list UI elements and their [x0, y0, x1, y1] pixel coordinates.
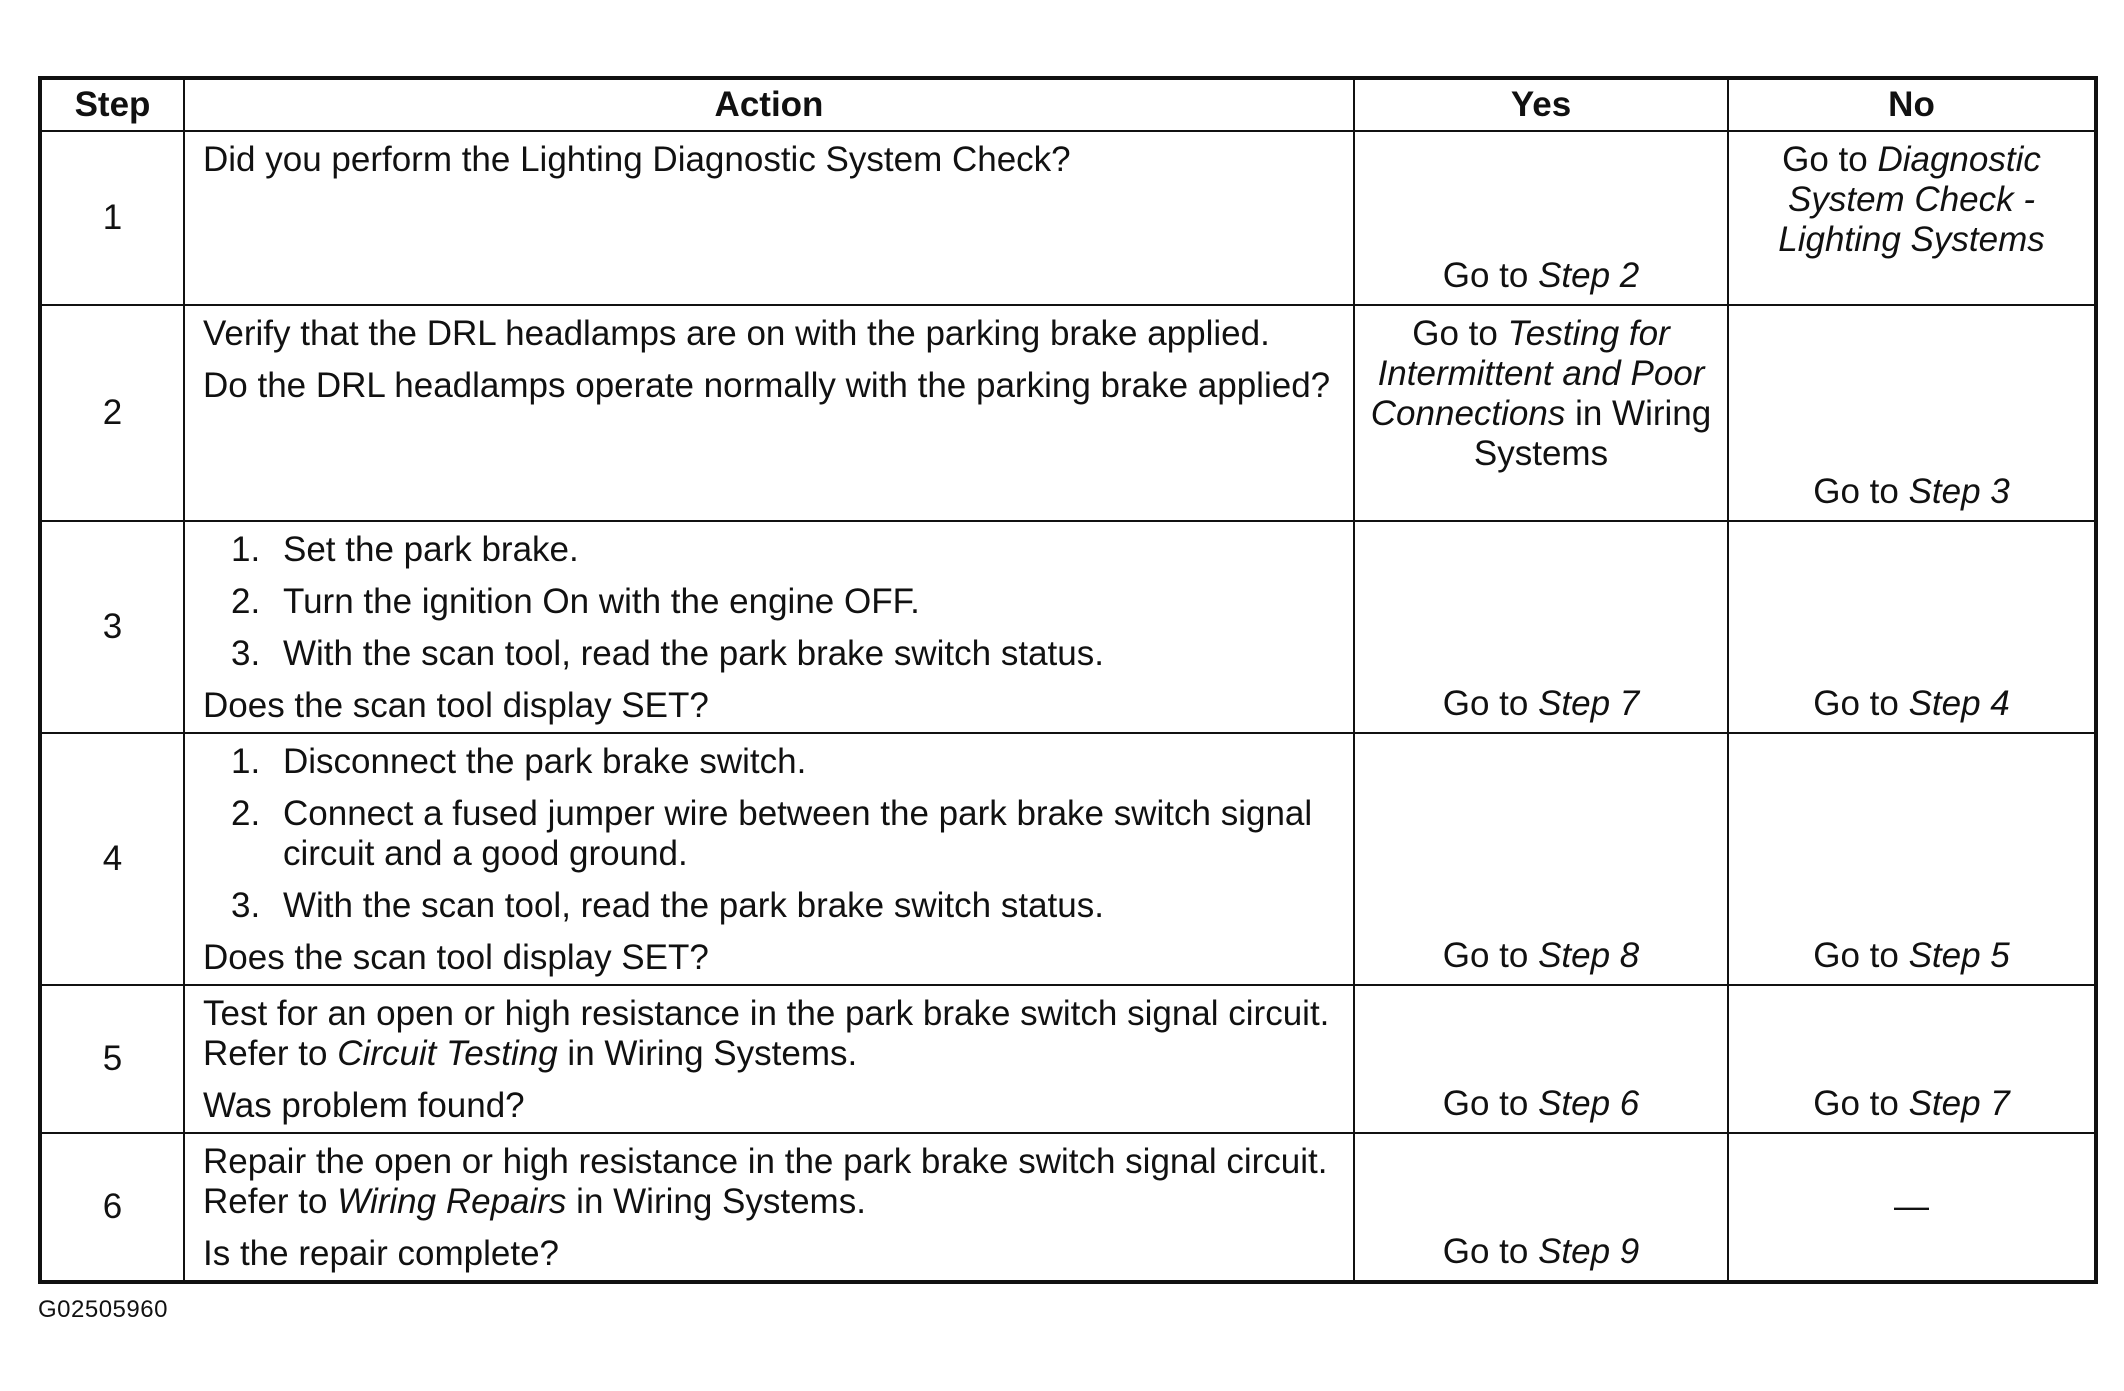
yes-cell [1354, 131, 1728, 305]
no-cell [1728, 733, 2096, 985]
circuit-testing-link[interactable]: Circuit Testing [337, 1034, 558, 1073]
instruction-text: Test for an open or high resistance in the park brake switch signal circuit. Refer to [203, 994, 1330, 1073]
header-step: Step [40, 78, 184, 131]
substep-text: Turn the ignition On with the engine OFF. [283, 582, 920, 621]
instruction-text: in Wiring Systems. [566, 1182, 866, 1221]
substep-list [203, 742, 1341, 926]
action-question: Did you perform the Lighting Diagnostic System Check? [203, 140, 1071, 179]
action-question: Does the scan tool display SET? [203, 938, 709, 977]
substep-item [231, 794, 1341, 874]
yes-step-link[interactable]: Step 6 [1538, 1084, 1640, 1123]
action-cell [184, 985, 1354, 1133]
table-row-step-1 [40, 131, 2096, 305]
action-question: Was problem found? [203, 1086, 525, 1125]
header-no: No [1728, 78, 2096, 131]
header-yes: Yes [1354, 78, 1728, 131]
yes-cell [1354, 521, 1728, 733]
substep-item [231, 582, 1341, 622]
no-step-link[interactable]: Step 7 [1908, 1084, 2010, 1123]
step-number: 4 [40, 733, 184, 985]
action-cell [184, 305, 1354, 521]
substep-text: Disconnect the park brake switch. [283, 742, 807, 781]
yes-prefix: Go to [1442, 936, 1539, 975]
yes-prefix: Go to [1412, 314, 1508, 353]
no-cell [1728, 985, 2096, 1133]
yes-cell [1354, 1133, 1728, 1282]
yes-cell [1354, 985, 1728, 1133]
substep-number: 2. [231, 582, 261, 621]
action-cell [184, 131, 1354, 305]
substep-text: Connect a fused jumper wire between the park brake switch signal circuit and a good ground. [283, 794, 1313, 873]
substep-number: 3. [231, 886, 261, 925]
no-cell [1728, 1133, 2096, 1282]
figure-id-label: G02505960 [38, 1296, 168, 1323]
no-step-link[interactable]: Step 4 [1908, 684, 2010, 723]
action-instruction: Verify that the DRL headlamps are on with the parking brake applied. [203, 314, 1270, 353]
substep-item [231, 742, 1341, 782]
yes-suffix: in Wiring Systems [1473, 394, 1712, 473]
instruction-text: in Wiring Systems. [557, 1034, 858, 1073]
table-row-step-3 [40, 521, 2096, 733]
substep-number: 1. [231, 530, 261, 569]
no-prefix: Go to [1813, 1084, 1909, 1123]
substep-text: With the scan tool, read the park brake switch status. [283, 634, 1104, 673]
action-cell [184, 521, 1354, 733]
action-instruction [203, 994, 1341, 1074]
substep-text: With the scan tool, read the park brake switch status. [283, 886, 1104, 925]
no-prefix: Go to [1782, 140, 1878, 179]
action-question: Is the repair complete? [203, 1234, 560, 1273]
no-step-link[interactable]: Step 3 [1908, 472, 2010, 511]
header-action: Action [184, 78, 1354, 131]
table-row-step-5 [40, 985, 2096, 1133]
no-prefix: Go to [1813, 684, 1909, 723]
action-instruction [203, 1142, 1341, 1222]
yes-prefix: Go to [1442, 1232, 1539, 1271]
yes-reference-link[interactable]: Testing for Intermittent and Poor Connections [1370, 314, 1705, 433]
yes-step-link[interactable]: Step 2 [1538, 256, 1640, 295]
step-number: 6 [40, 1133, 184, 1282]
wiring-repairs-link[interactable]: Wiring Repairs [337, 1182, 567, 1221]
substep-item [231, 634, 1341, 674]
substep-number: 1. [231, 742, 261, 781]
no-cell [1728, 131, 2096, 305]
action-question: Do the DRL headlamps operate normally with the parking brake applied? [203, 366, 1331, 405]
yes-cell [1354, 305, 1728, 521]
no-step-link[interactable]: Step 5 [1908, 936, 2010, 975]
no-reference-link[interactable]: Diagnostic System Check - Lighting Systems [1778, 140, 2045, 259]
substep-item [231, 886, 1341, 926]
action-cell [184, 1133, 1354, 1282]
step-number: 2 [40, 305, 184, 521]
table-row-step-6 [40, 1133, 2096, 1282]
no-cell [1728, 305, 2096, 521]
yes-prefix: Go to [1442, 684, 1539, 723]
yes-cell [1354, 733, 1728, 985]
substep-text: Set the park brake. [283, 530, 579, 569]
step-number: 1 [40, 131, 184, 305]
no-cell [1728, 521, 2096, 733]
substep-list [203, 530, 1341, 674]
action-question: Does the scan tool display SET? [203, 686, 709, 725]
no-prefix: Go to [1813, 472, 1909, 511]
header-row [40, 78, 2096, 131]
substep-item [231, 530, 1341, 570]
yes-step-link[interactable]: Step 9 [1538, 1232, 1640, 1271]
yes-step-link[interactable]: Step 8 [1538, 936, 1640, 975]
substep-number: 3. [231, 634, 261, 673]
step-number: 3 [40, 521, 184, 733]
yes-step-link[interactable]: Step 7 [1538, 684, 1640, 723]
table-row-step-2 [40, 305, 2096, 521]
yes-prefix: Go to [1442, 1084, 1539, 1123]
no-prefix: Go to [1813, 936, 1909, 975]
step-number: 5 [40, 985, 184, 1133]
substep-number: 2. [231, 794, 261, 833]
yes-prefix: Go to [1442, 256, 1539, 295]
table-row-step-4 [40, 733, 2096, 985]
diagnostic-table [38, 76, 2098, 1284]
action-cell [184, 733, 1354, 985]
not-applicable-dash: — [1894, 1187, 1929, 1226]
instruction-text: Repair the open or high resistance in the park brake switch signal circuit. Refer to [203, 1142, 1328, 1221]
